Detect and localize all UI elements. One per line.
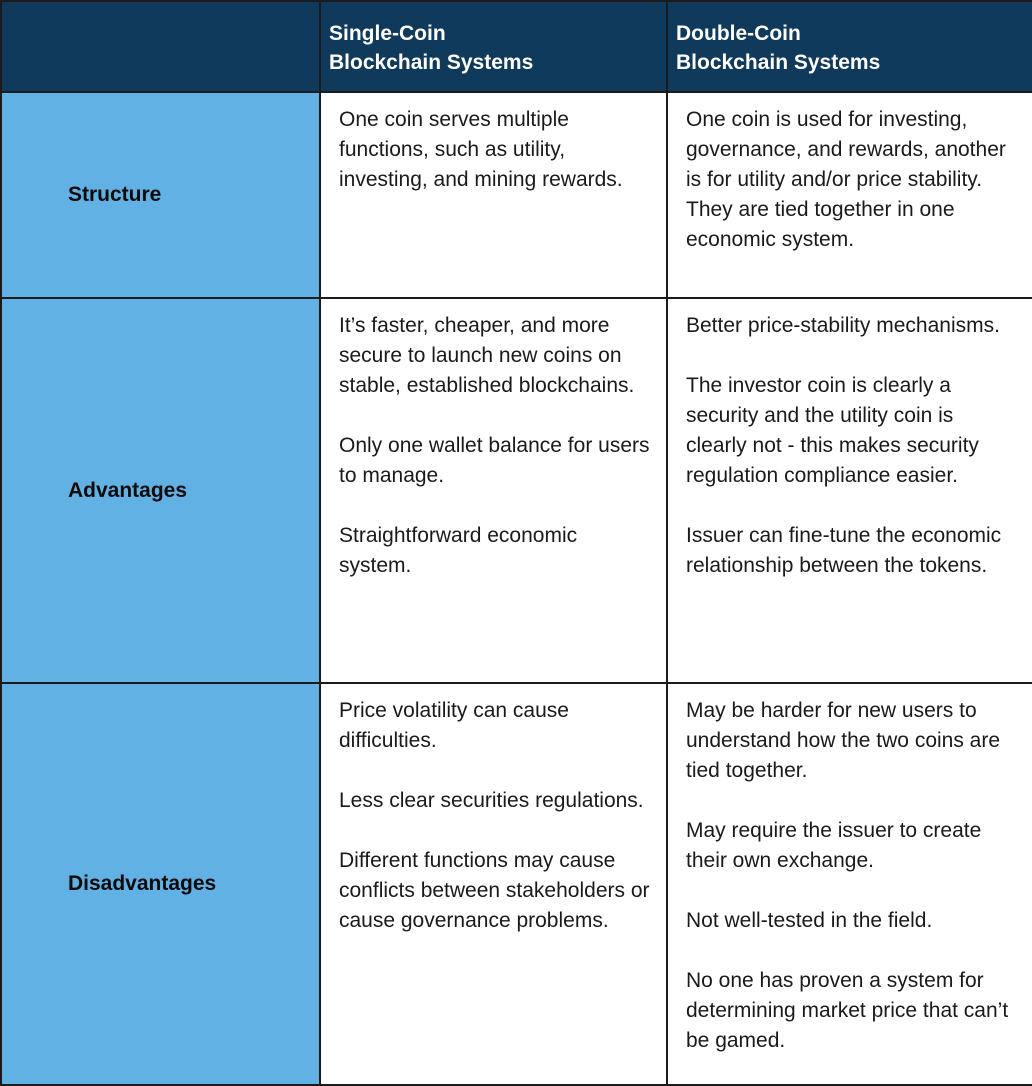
row-label-disadvantages: Disadvantages [1,683,320,1085]
header-single-coin [320,1,667,92]
cell-text: Price volatility can cause difficulties. [339,699,569,752]
cell-text: The investor coin is clearly a security and the utility coin is clearly not - this makes security regulation compliance easier. [686,374,979,487]
cell-disadvantages-double [667,683,1032,1085]
cell-text: May be harder for new users to understand how the two coins are tied together. [686,699,1001,782]
header-double-line-2: Blockchain Systems [676,51,881,74]
row-label-advantages: Advantages [1,298,320,683]
cell-structure-single [320,92,667,298]
cell-text: Different functions may cause conflicts between stakeholders or cause governance problems. [339,849,650,932]
cell-advantages-single [320,298,667,683]
header-single-line-1: Single-Coin [329,22,446,45]
cell-text: It’s faster, cheaper, and more secure to launch new coins on stable, established blockchains. [339,314,635,397]
cell-text: Only one wallet balance for users to manage. [339,434,650,487]
header-corner-cell [1,1,320,92]
header-single-line-2: Blockchain Systems [329,51,534,74]
cell-text: No one has proven a system for determining market price that can’t be gamed. [686,969,1009,1052]
cell-text: Issuer can fine-tune the economic relationship between the tokens. [686,524,1002,577]
cell-text: Less clear securities regulations. [339,789,644,812]
cell-text: One coin serves multiple functions, such as utility, investing, and mining rewards. [339,108,623,191]
header-double-coin [667,1,1032,92]
cell-text: May require the issuer to create their own exchange. [686,819,982,872]
row-label-structure: Structure [1,92,320,298]
cell-advantages-double [667,298,1032,683]
table-row-advantages [1,298,1032,683]
table-row-disadvantages [1,683,1032,1085]
cell-structure-double [667,92,1032,298]
cell-text: Better price-stability mechanisms. [686,314,1000,337]
cell-text: Not well-tested in the field. [686,909,933,932]
table-row-structure [1,92,1032,298]
cell-text: One coin is used for investing, governance, and rewards, another is for utility and/or price stability. They are tied together in one economic system. [686,108,1006,251]
cell-text: Straightforward economic system. [339,524,578,577]
header-row [1,1,1032,92]
header-double-line-1: Double-Coin [676,22,801,45]
cell-disadvantages-single [320,683,667,1085]
